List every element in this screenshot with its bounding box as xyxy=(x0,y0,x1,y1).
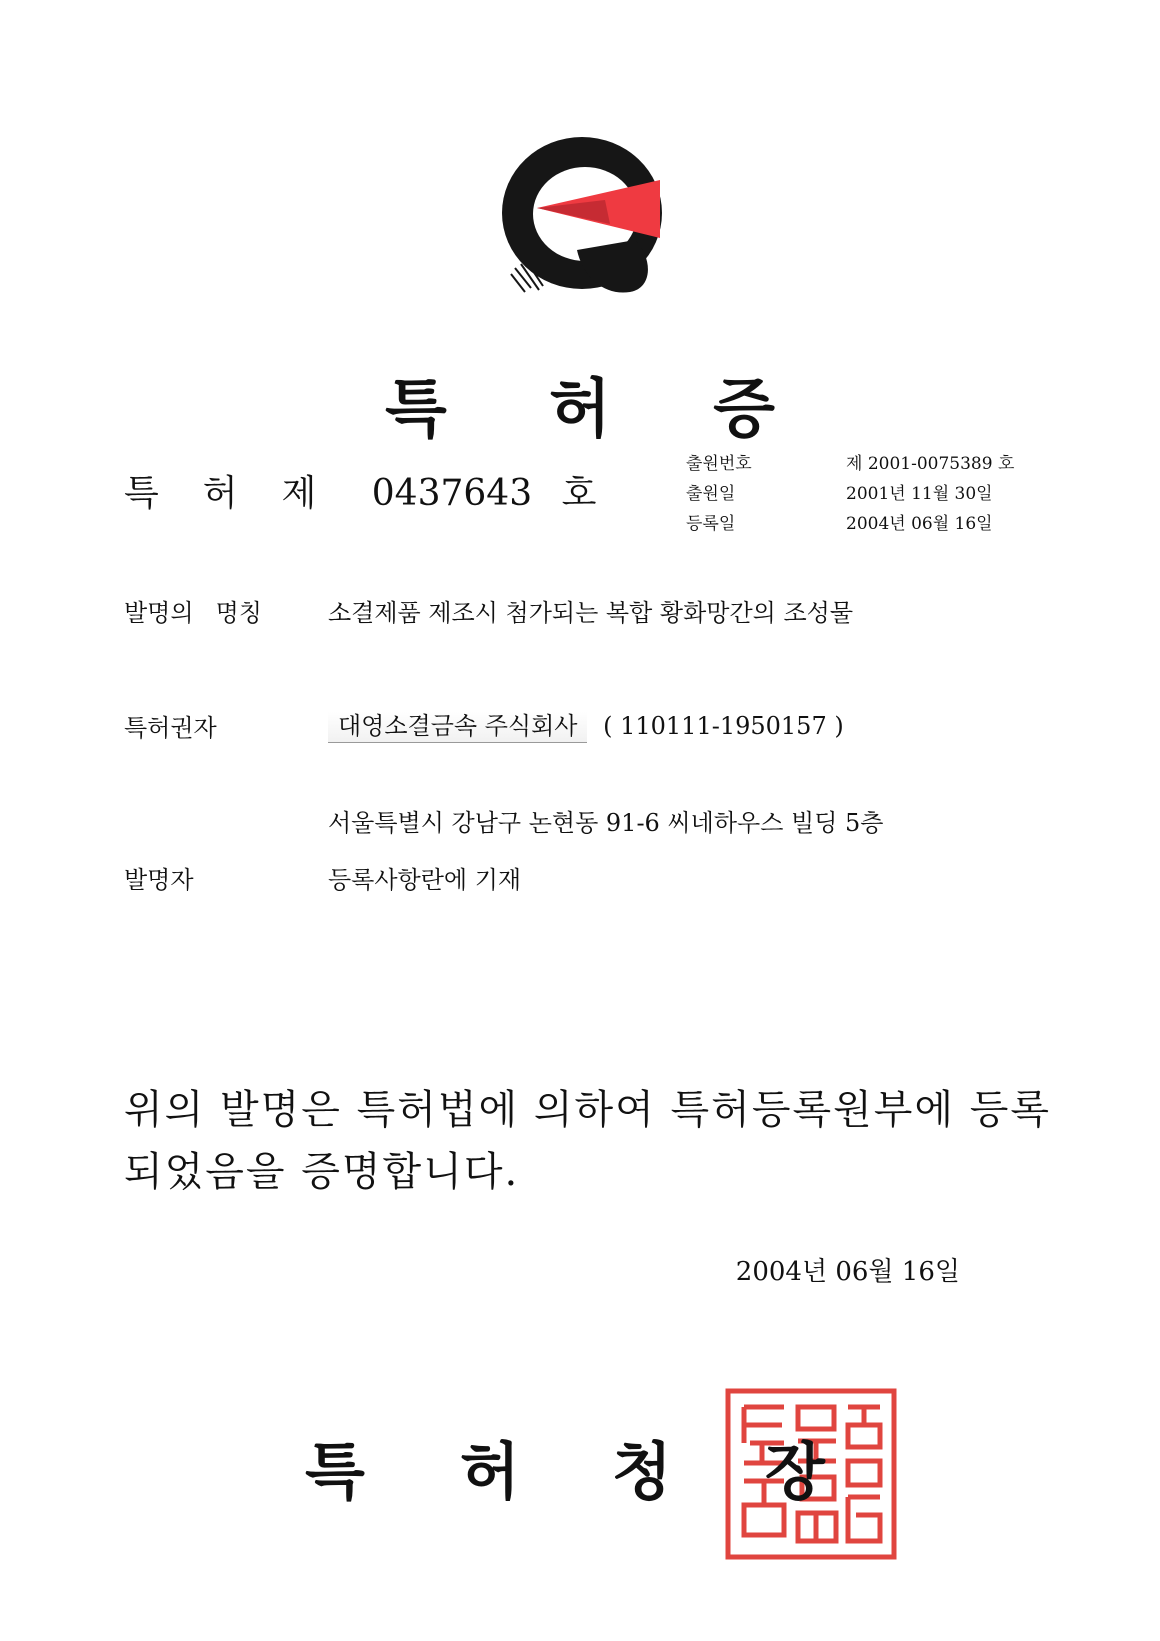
registration-date-label: 등록일 xyxy=(686,514,736,534)
issue-date: 2004년 06월 16일 xyxy=(735,1257,960,1287)
patent-number-suffix: 호 xyxy=(561,473,597,514)
issuer-char-2: 허 xyxy=(460,1435,520,1508)
patent-number-line xyxy=(124,470,596,518)
application-number: 제 2001-0075389 호 xyxy=(846,454,1015,474)
patentee-line xyxy=(328,710,844,742)
registration-date-row xyxy=(686,512,993,536)
inventor-value: 등록사항란에 기재 xyxy=(328,866,522,894)
certification-statement-line-1: 위의 발명은 특허법에 의하여 특허등록원부에 등록 xyxy=(124,1087,1052,1133)
issuer-char-3: 청 xyxy=(612,1435,672,1508)
application-number-label: 출원번호 xyxy=(686,454,752,474)
patentee-name: 대영소결금속 주식회사 xyxy=(328,712,587,743)
certification-statement-line-2: 되었음을 증명합니다. xyxy=(124,1149,520,1195)
patent-number: 0437643 xyxy=(371,473,533,514)
registration-date: 2004년 06월 16일 xyxy=(846,514,993,534)
application-number-row xyxy=(686,452,1014,476)
patentee-address: 서울특별시 강남구 논현동 91-6 씨네하우스 빌딩 5층 xyxy=(328,809,884,837)
patentee-label: 특허권자 xyxy=(124,714,217,742)
patent-number-label: 특허제 xyxy=(124,473,361,514)
patentee-id: ( 110111-1950157 ) xyxy=(603,712,844,740)
issuer-char-1: 특 xyxy=(305,1435,365,1508)
filing-date: 2001년 11월 30일 xyxy=(846,484,993,504)
filing-date-row xyxy=(686,482,993,506)
invention-title: 소결제품 제조시 첨가되는 복합 황화망간의 조성물 xyxy=(328,599,854,627)
inventor-label: 발명자 xyxy=(124,866,194,894)
filing-date-label: 출원일 xyxy=(686,484,736,504)
invention-title-label: 발명의 명칭 xyxy=(124,599,262,627)
korean-ip-office-logo xyxy=(485,128,695,308)
document-title: 특 허 증 xyxy=(384,373,816,447)
issuer-char-4: 장 xyxy=(765,1435,825,1508)
